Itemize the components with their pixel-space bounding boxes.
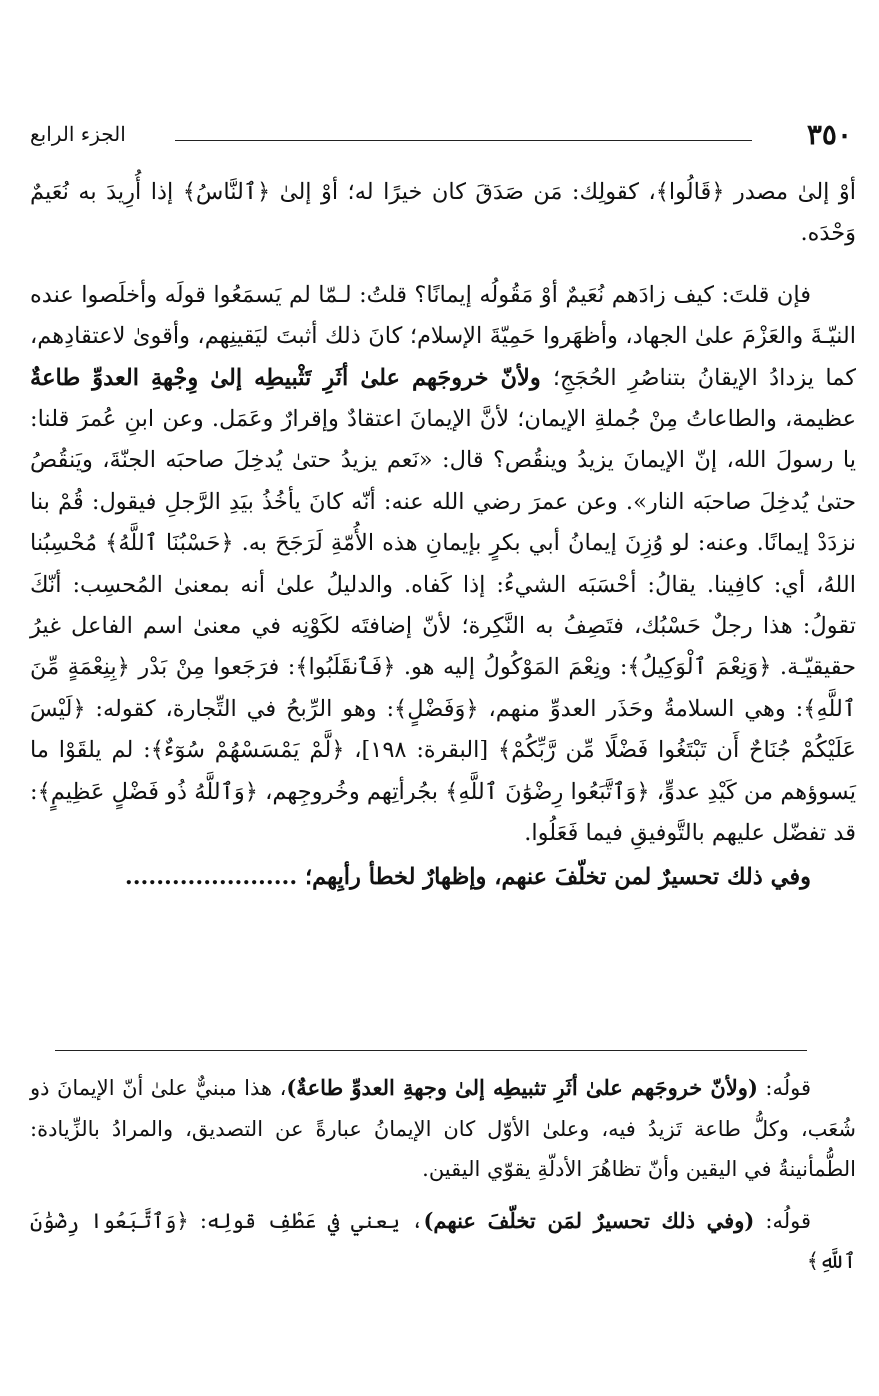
commentary-2-rest: ، يعني في عَطْفِ قولِه: ﴿وَٱتَّبَعُوا رِضْوَٰنَ ٱللَّهِ﴾: [30, 1208, 856, 1273]
main-paragraph-2-start: فإن قلتَ: كيف زادَهم نُعَيمٌ أوْ مَقُولُه إيمانًا؟ قلتُ: لـمّا لم يَسمَعُوا قولَه وأخلَصوا عنده النيّـةَ والعَزْمَ علىٰ الجهاد، وأظهَروا حَمِيّةَ الإسلام؛ كانَ ذلك أثبتَ ليَقينِهم، وأقوىٰ لاعتقادِهم، كما يزدادُ الإيقانُ بتناصُرِ الحُجَجِ؛: [30, 281, 856, 391]
commentary-section: [30, 1068, 856, 1282]
commentary-2-lead: قولُه:: [754, 1208, 811, 1233]
page-header: [30, 118, 852, 158]
commentary-paragraph-1: [30, 1068, 856, 1190]
main-paragraph-2-bold: ولأنّ خروجَهم علىٰ أثَرِ تَثْبيطِه إلىٰ وِجْهةِ العدوِّ طاعةٌ: [30, 364, 553, 391]
main-paragraph-3: وفي ذلك تحسيرٌ لمن تخلّفَ عنهم، وإظهارٌ لخطأ رأيِهم؛ ......................: [124, 863, 811, 890]
commentary-1-quote: (ولأنّ خروجَهم علىٰ أثَرِ تثبيطِه إلىٰ وجهةِ العدوِّ طاعةٌ): [286, 1075, 758, 1100]
main-paragraph-1: أوْ إلىٰ مصدر ﴿قَالُوا﴾، كقولِك: مَن صَدَقَ كان خيرًا له؛ أوْ إلىٰ ﴿ٱلنَّاسُ﴾ إذا أُرِيدَ به نُعَيمٌ وَحْدَه.: [30, 179, 856, 247]
main-text: [30, 172, 856, 898]
commentary-1-rest: ، هذا مبنيٌّ علىٰ أنّ الإيمانَ ذو شُعَب، وكلُّ طاعة تَزيدُ فيه، وعلىٰ الأوّل كان الإيمانُ عبارةً عن التصديق، والمرادُ بالزِّيادة: الطُّمأنينةُ في اليقين وأنّ تظاهُرَ الأدلّةِ يقوّي اليقين.: [30, 1076, 856, 1181]
running-title: الجزء الرابع: [30, 122, 126, 146]
commentary-paragraph-2: [30, 1201, 856, 1282]
commentary-2-quote: (وفي ذلك تحسيرٌ لمَن تخلّفَ عنهم): [423, 1207, 755, 1233]
page-number: ٣٥٠: [806, 118, 852, 151]
header-rule: [175, 140, 752, 141]
main-paragraph-2: [30, 275, 856, 855]
footnote-divider: [55, 1050, 807, 1051]
commentary-1-lead: قولُه:: [757, 1076, 811, 1100]
main-paragraph-2-rest: عظيمة، والطاعاتُ مِنْ جُملةِ الإيمان؛ لأنَّ الإيمانَ اعتقادٌ وإقرارٌ وعَمَل. وعن ابنِ عُمرَ قلنا: يا رسولَ الله، إنّ الإيمانَ يزيدُ وينقُص؟ قال: «نَعم يزيدُ حتىٰ يُدخِلَ صاحبَه الجنّةَ، ويَنقُصُ حتىٰ يُدخِلَ صاحبَه النار». وعن عمرَ رضي الله عنه: أنّه كانَ يأخُذُ بيَدِ الرَّجلِ فيقول: قُمْ بنا نزدَدْ إيمانًا. وعنه: لو وُزِنَ إيمانُ أبي بكرٍ بإيمانِ هذه الأُمّةِ لَرَجَحَ به. ﴿حَسْبُنَا ٱللَّهُ﴾ مُحْسِبُنا اللهُ، أي: كافِينا. يقالُ: أحْسَبَه الشيءُ: إذا كَفاه. والدليلُ علىٰ أنه بمعنىٰ المُحسِب: أنّكَ تقولُ: هذا رجلٌ حَسْبُك، فتَصِفُ به النَّكِرة؛ لأنّ إضافتَه لكَوْنِه في معنىٰ اسم الفاعل غيرُ حقيقيّـة. ﴿وَنِعْمَ ٱلْوَكِيلُ﴾: ونِعْمَ المَوْكُولُ إليه هو. ﴿فَٱنقَلَبُوا﴾: فرَجَعوا مِنْ بَدْر ﴿بِنِعْمَةٍ مِّنَ ٱللَّهِ﴾: وهي السلامةُ وحَذَر العدوِّ منهم، ﴿وَفَضْلٍ﴾: وهو الرِّبحُ في التِّجارة، كقوله: ﴿لَيْسَ عَلَيْكُمْ جُنَاحٌ أَن تَبْتَغُوا فَضْلًا مِّن رَّبِّكُمْ﴾ [البقرة: ١٩٨]، ﴿لَّمْ يَمْسَسْهُمْ سُوٓءٌ﴾: لم يلقَوْا ما يَسوؤهم من كَيْدِ عدوٍّ، ﴿وَٱتَّبَعُوا رِضْوَٰنَ ٱللَّهِ﴾ بجُرأتِهم وخُروجِهم، ﴿وَٱللَّهُ ذُو فَضْلٍ عَظِيمٍ﴾: قد تفضّل عليهم بالتَّوفيقِ فيما فَعَلُوا.: [30, 406, 856, 847]
